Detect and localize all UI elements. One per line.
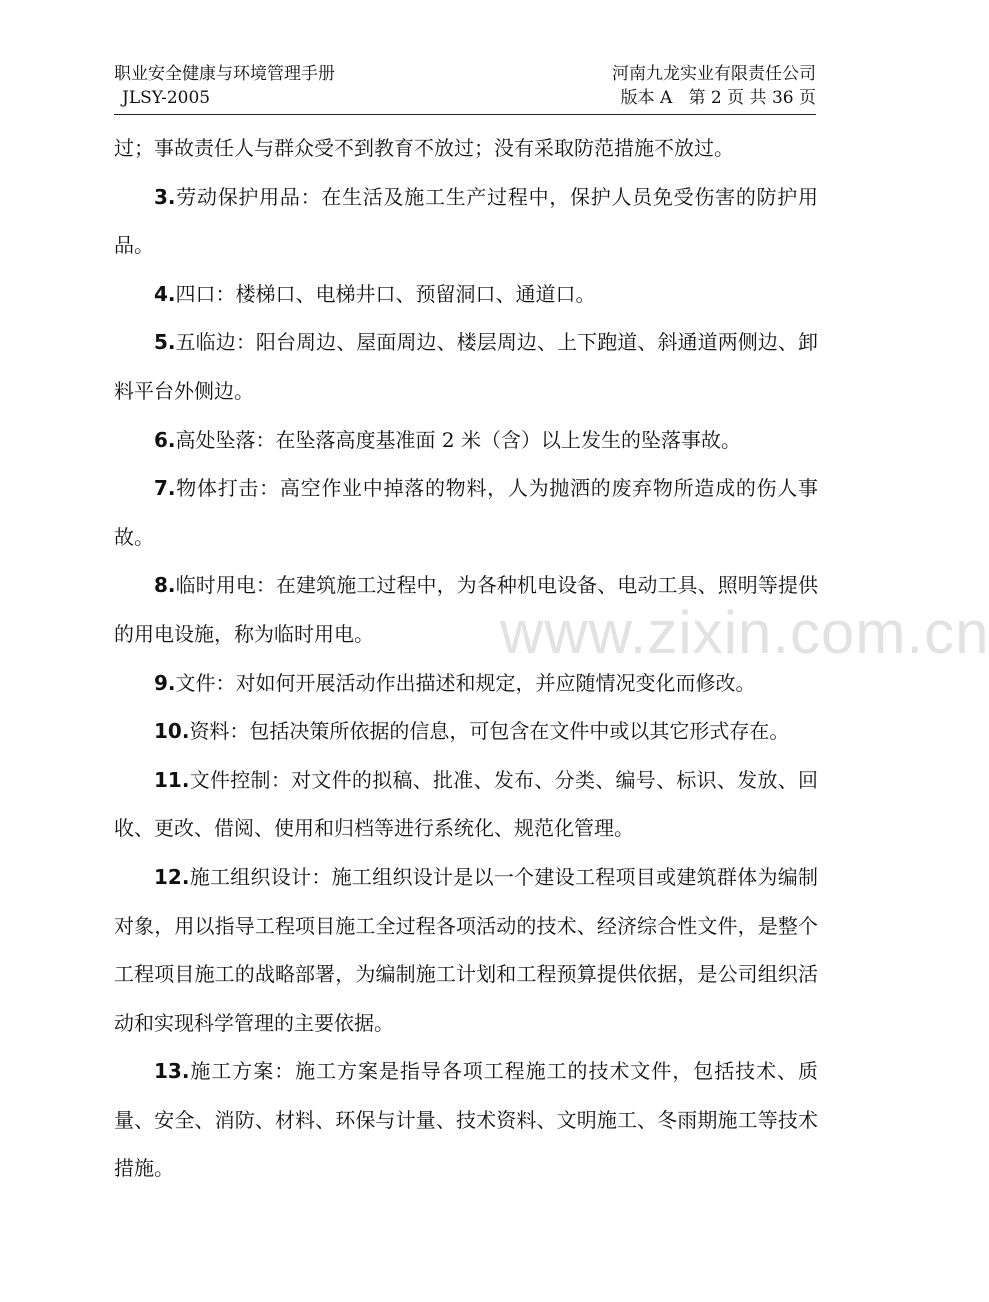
- paragraph-continuation: 过；事故责任人与群众受不到教育不放过；没有采取防范措施不放过。: [114, 136, 734, 160]
- watermark: www.zixin.com.cn: [500, 599, 989, 666]
- definition-paragraph: 7.物体打击：高空作业中掉落的物料，人为抛洒的废弃物所造成的伤人事故。: [114, 476, 818, 549]
- definition-paragraph: 5.五临边：阳台周边、屋面周边、楼层周边、上下跑道、斜通道两侧边、卸料平台外侧边。: [114, 330, 818, 403]
- document-code: JLSY-2005: [122, 88, 211, 108]
- version-page-info: 版本 A 第 2 页 共 36 页: [620, 88, 816, 108]
- definition-paragraph: 6.高处坠落：在坠落高度基准面 2 米（含）以上发生的坠落事故。: [154, 427, 741, 452]
- definition-paragraph: 13.施工方案：施工方案是指导各项工程施工的技术文件，包括技术、质量、安全、消防、材料、环保与计量、技术资料、文明施工、冬雨期施工等技术措施。: [114, 1059, 818, 1181]
- definition-paragraph: 8.临时用电：在建筑施工过程中，为各种机电设备、电动工具、照明等提供的用电设施，称为临时用电。: [114, 573, 818, 646]
- definition-paragraph: 4.四口：楼梯口、电梯井口、预留洞口、通道口。: [154, 281, 596, 306]
- manual-title: 职业安全健康与环境管理手册: [114, 64, 335, 84]
- definition-paragraph: 11.文件控制：对文件的拟稿、批准、发布、分类、编号、标识、发放、回收、更改、借阅、使用和归档等进行系统化、规范化管理。: [114, 767, 818, 841]
- definition-paragraph: 12.施工组织设计：施工组织设计是以一个建设工程项目或建筑群体为编制对象，用以指导工程项目施工全过程各项活动的技术、经济综合性文件，是整个工程项目施工的战略部署，为编制施工计划和工程预算提供依据，是公司组织活动和实现科学管理的主要依据。: [114, 864, 818, 1035]
- definition-paragraph: 9.文件：对如何开展活动作出描述和规定，并应随情况变化而修改。: [154, 670, 756, 695]
- document-body: [114, 124, 818, 1193]
- page-header: [114, 62, 816, 110]
- definition-paragraph: 3.劳动保护用品：在生活及施工生产过程中，保护人员免受伤害的防护用品。: [114, 184, 818, 258]
- company-name: 河南九龙实业有限责任公司: [612, 64, 816, 84]
- header-rule: [114, 114, 816, 115]
- definition-paragraph: 10.资料：包括决策所依据的信息，可包含在文件中或以其它形式存在。: [154, 719, 790, 744]
